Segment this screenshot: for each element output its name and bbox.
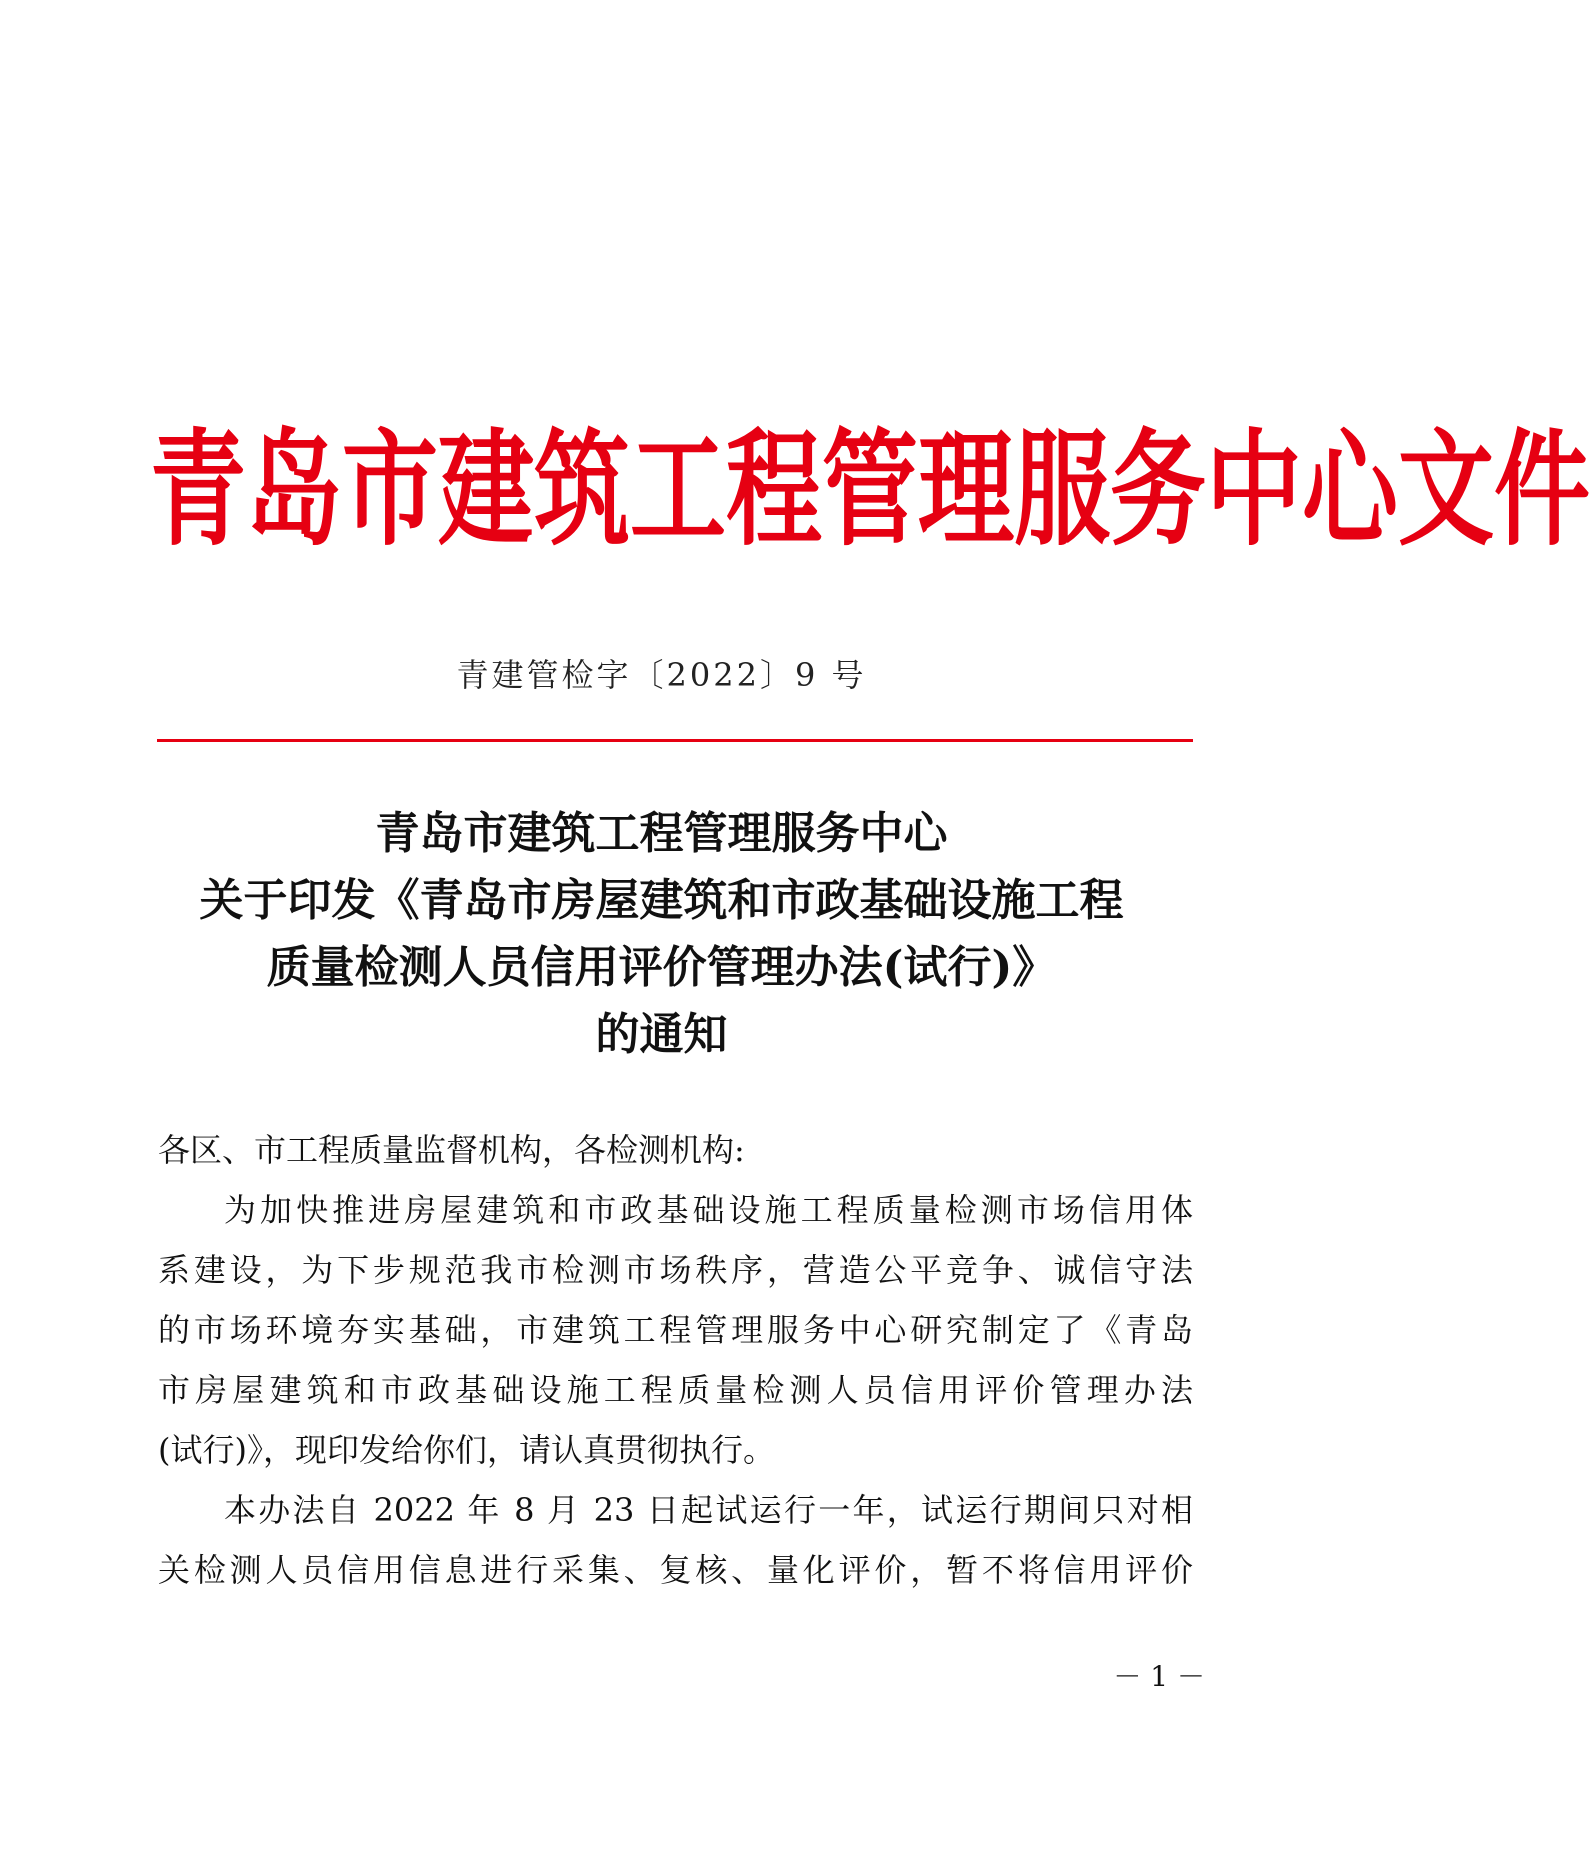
masthead-char: 务 (1110, 415, 1206, 563)
masthead-char: 理 (918, 415, 1014, 563)
paragraph-line: 关检测人员信用信息进行采集、复核、量化评价，暂不将信用评价 (158, 1551, 1193, 1589)
masthead-char: 中 (1206, 415, 1302, 563)
masthead-char: 程 (726, 415, 822, 563)
paragraph-line: (试行)》，现印发给你们，请认真贯彻执行。 (158, 1431, 775, 1469)
title-line: 质量检测人员信用评价管理办法(试行)》 (266, 942, 1057, 993)
red-separator-line (157, 739, 1193, 742)
masthead-char: 工 (630, 415, 726, 563)
salutation: 各区、市工程质量监督机构，各检测机构: (158, 1131, 745, 1169)
title-line: 青岛市建筑工程管理服务中心 (375, 808, 948, 859)
masthead-char: 筑 (534, 415, 630, 563)
masthead-char: 件 (1494, 415, 1590, 563)
paragraph-line: 市房屋建筑和市政基础设施工程质量检测人员信用评价管理办法 (158, 1371, 1193, 1409)
masthead-char: 建 (438, 415, 534, 563)
paragraph-line: 的市场环境夯实基础，市建筑工程管理服务中心研究制定了《青岛 (158, 1311, 1193, 1349)
masthead-char: 文 (1398, 415, 1494, 563)
masthead-char: 市 (342, 415, 438, 563)
masthead-char: 岛 (246, 415, 342, 563)
paragraph-line: 系建设，为下步规范我市检测市场秩序，营造公平竞争、诚信守法 (158, 1251, 1193, 1289)
document-title (0, 800, 1323, 1068)
paragraph-line: 为加快推进房屋建筑和市政基础设施工程质量检测市场信用体 (224, 1191, 1193, 1229)
masthead-char: 青 (150, 415, 246, 563)
masthead-char: 心 (1302, 415, 1398, 563)
paragraph-line: 本办法自 2022 年 8 月 23 日起试运行一年，试运行期间只对相 (224, 1491, 1193, 1529)
document-number: 青建管检字〔2022〕9 号 (456, 656, 867, 694)
masthead-char: 管 (822, 415, 918, 563)
masthead-char: 服 (1014, 415, 1110, 563)
red-masthead (150, 393, 1590, 588)
title-line: 的通知 (595, 1009, 728, 1060)
page-number: － 1 － (1113, 1660, 1205, 1693)
title-line: 关于印发《青岛市房屋建筑和市政基础设施工程 (199, 875, 1124, 926)
body-text (158, 1120, 1193, 1600)
